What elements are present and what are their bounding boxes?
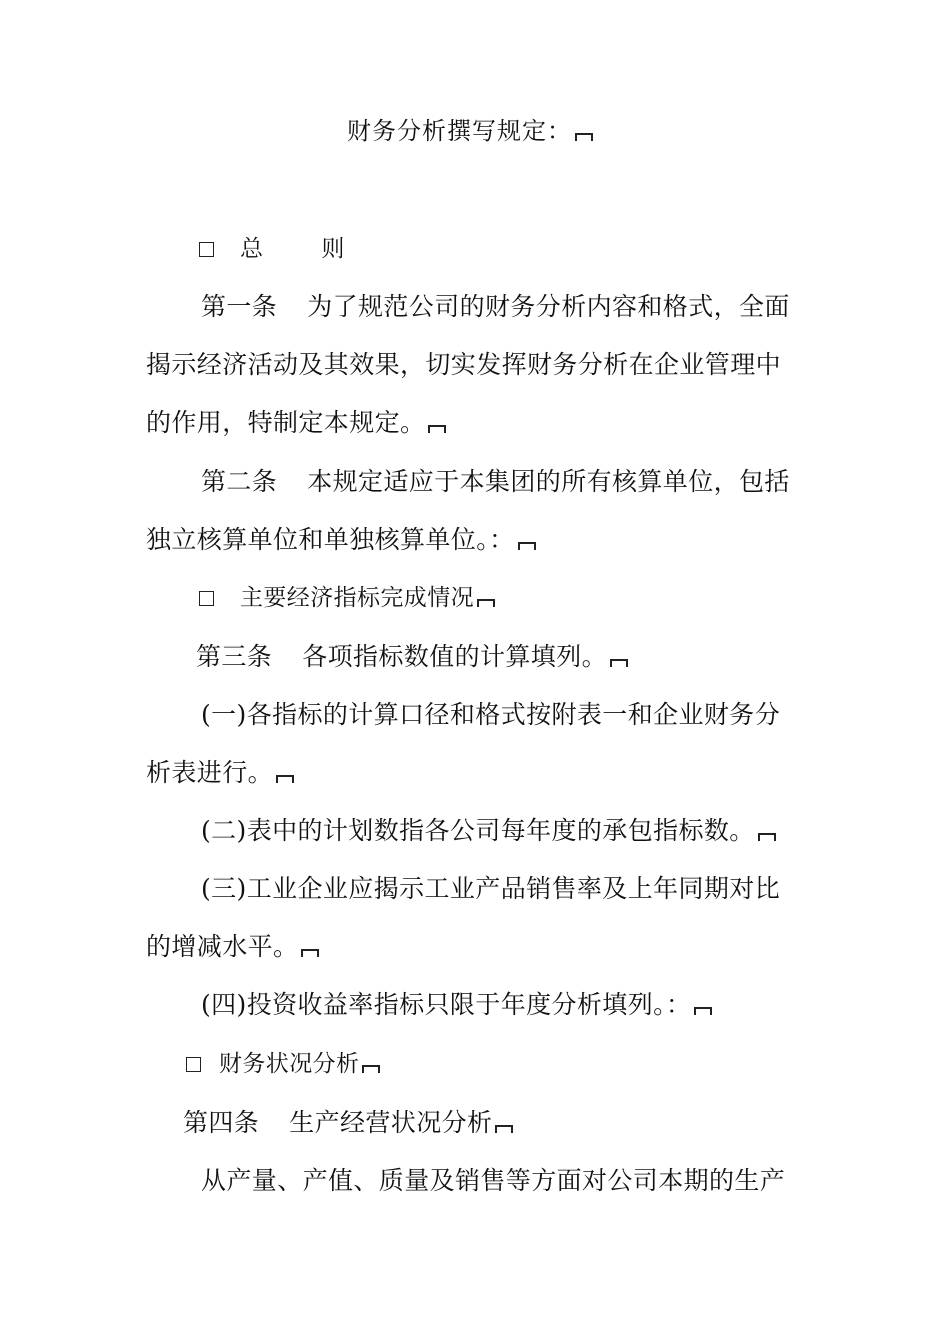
paragraph-mark-icon <box>362 1065 380 1073</box>
article3-item4 <box>201 990 712 1020</box>
article3-item2 <box>201 816 776 846</box>
article2-line2 <box>146 525 536 555</box>
checkbox-square-icon <box>199 242 214 257</box>
article3-label: 第三条 <box>196 642 273 671</box>
section-indicators-text: 主要经济指标完成情况 <box>240 585 474 611</box>
article4-body-text-line1: 从产量、产值、质量及销售等方面对公司本期的生产 <box>201 1166 786 1195</box>
section-heading-financial <box>186 1049 380 1079</box>
article4-text: 生产经营状况分析 <box>289 1108 493 1137</box>
article3-heading <box>196 642 628 672</box>
article1-label: 第一条 <box>201 292 278 321</box>
article2-label: 第二条 <box>201 467 278 496</box>
article3-item3-text-line2: 的增减水平。 <box>146 932 299 961</box>
article3-item1-text-line1: (一)各指标的计算口径和格式按附表一和企业财务分 <box>201 700 781 729</box>
article4-heading <box>183 1108 513 1138</box>
article2-text-line1: 本规定适应于本集团的所有核算单位，包括 <box>307 467 790 496</box>
section-general-word2: 则 <box>321 236 345 262</box>
paragraph-mark-icon <box>428 425 446 433</box>
document-title <box>347 116 593 146</box>
section-financial-text: 财务状况分析 <box>219 1051 360 1077</box>
article3-item3-line1 <box>201 874 780 904</box>
article3-item1-line1 <box>201 700 780 730</box>
article1-text-line1: 为了规范公司的财务分析内容和格式，全面 <box>307 292 790 321</box>
paragraph-mark-icon <box>477 599 495 607</box>
checkbox-square-icon <box>199 591 214 606</box>
article1-line3 <box>146 408 446 438</box>
paragraph-mark-icon <box>301 949 319 957</box>
article4-label: 第四条 <box>183 1108 260 1137</box>
section-general-word1: 总 <box>240 236 264 262</box>
article3-item3-line2 <box>146 932 319 962</box>
paragraph-mark-icon <box>575 133 593 141</box>
paragraph-mark-icon <box>758 833 776 841</box>
article2-line1 <box>201 467 790 497</box>
paragraph-mark-icon <box>276 775 294 783</box>
section-heading-indicators <box>199 583 495 613</box>
article3-item1-text-line2: 析表进行。 <box>146 758 274 787</box>
article1-text-line2: 揭示经济活动及其效果，切实发挥财务分析在企业管理中 <box>146 350 782 379</box>
checkbox-square-icon <box>186 1057 201 1072</box>
article3-item3-text-line1: (三)工业企业应揭示工业产品销售率及上年同期对比 <box>201 874 781 903</box>
article3-item4-text: (四)投资收益率指标只限于年度分析填列。： <box>201 990 692 1019</box>
article3-item2-text: (二)表中的计划数指各公司每年度的承包指标数。 <box>201 816 755 845</box>
section-heading-general <box>199 234 345 264</box>
paragraph-mark-icon <box>610 659 628 667</box>
article1-text-line3: 的作用，特制定本规定。 <box>146 408 426 437</box>
article3-text: 各项指标数值的计算填列。 <box>302 642 608 671</box>
paragraph-mark-icon <box>694 1007 712 1015</box>
article3-item1-line2 <box>146 758 294 788</box>
paragraph-mark-icon <box>518 542 536 550</box>
article1-line2 <box>146 350 781 380</box>
article2-text-line2: 独立核算单位和单独核算单位。： <box>146 525 515 554</box>
paragraph-mark-icon <box>495 1125 513 1133</box>
article1-line1 <box>201 292 790 322</box>
article4-body-line1 <box>201 1166 785 1196</box>
title-text: 财务分析撰写规定： <box>347 117 572 145</box>
